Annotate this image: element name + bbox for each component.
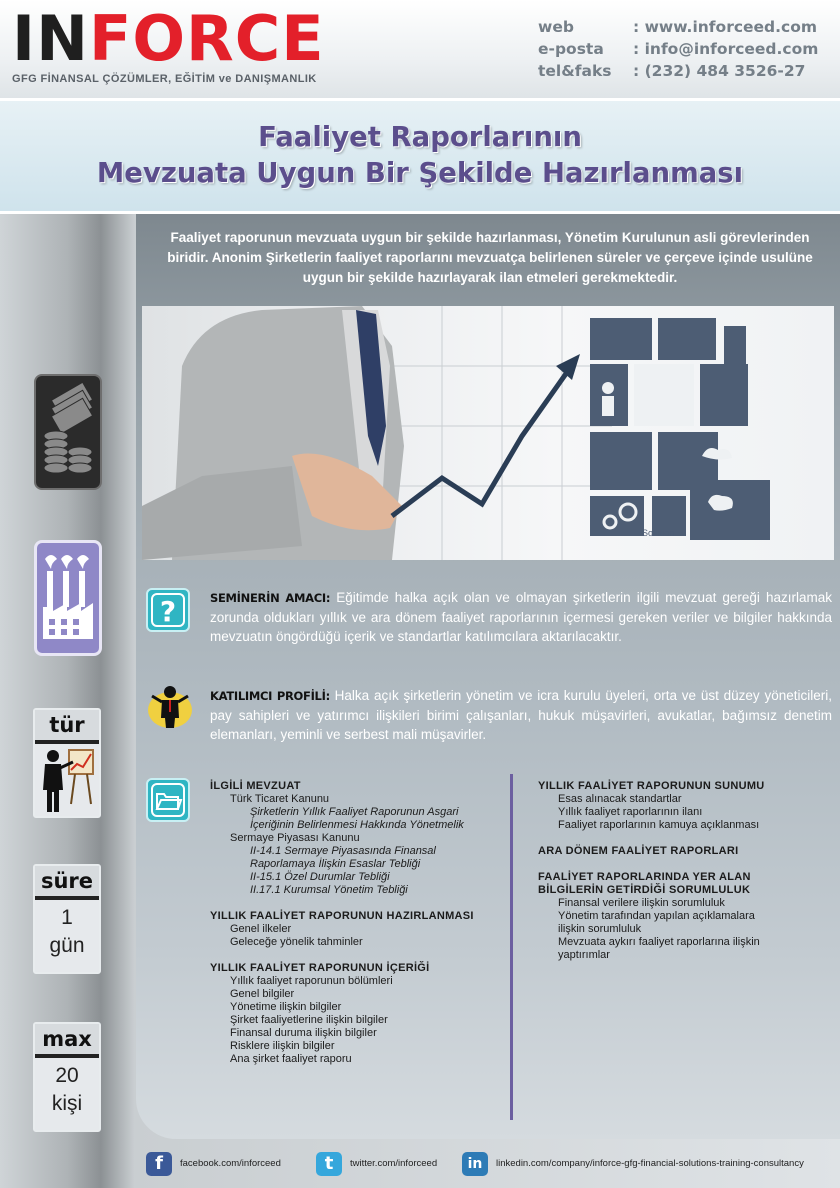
list-item: Yönetim tarafından yapılan açıklamalara [558, 910, 755, 922]
list-item: II-14.1 Sermaye Piyasasında Finansal [250, 845, 436, 857]
list-heading: YILLIK FAALİYET RAPORUNUN HAZIRLANMASI [210, 910, 474, 922]
list-item: İçeriğinin Belirlenmesi Hakkında Yönetmelik [250, 819, 464, 831]
list-item: ilişkin sorumluluk [558, 923, 642, 935]
list-item: Faaliyet raporlarının kamuya açıklanması [558, 819, 760, 831]
company-tagline: GFG FİNANSAL ÇÖZÜMLER, EĞİTİM ve DANIŞMANLIK [12, 73, 317, 85]
seminar-goal [210, 588, 832, 646]
page-title-line-1: Faaliyet Raporlarının [258, 121, 582, 153]
money-coins-icon [34, 374, 102, 490]
list-heading: İLGİLİ MEVZUAT [210, 780, 301, 792]
phone-label: tel&faks [538, 62, 612, 80]
list-item: Türk Ticaret Kanunu [230, 793, 330, 805]
solution-label: Solution [642, 528, 675, 538]
list-heading: ARA DÖNEM FAALİYET RAPORLARI [538, 845, 739, 857]
title-band [0, 101, 840, 214]
column-divider [510, 774, 513, 1120]
capacity-value: 20 kişi [51, 1064, 83, 1115]
list-item: Yönetime ilişkin bilgiler [230, 1001, 342, 1013]
email-value[interactable]: : info@inforceed.com [633, 40, 819, 58]
list-item: Finansal verilere ilişkin sorumluluk [558, 897, 725, 909]
intro-paragraph: Faaliyet raporunun mevzuata uygun bir şekilde hazırlanması, Yönetim Kurulunun asli görevlerinden biridir. Anonim Şirketlerin faaliyet raporlarını mevzuatça belirlenen süreler ve çerçeve içinde usulüne uygun bir şekilde hazırlayarak ilan etmeleri gerekmektedir. [167, 230, 813, 285]
inforce-logo: INFORCE [12, 2, 325, 75]
presenter-icon [35, 744, 99, 818]
list-item: Mevzuata aykırı faaliyet raporlarına ilişkin [558, 936, 760, 948]
factory-icon [34, 540, 102, 656]
web-value[interactable]: : www.inforceed.com [633, 18, 818, 36]
twitter-link[interactable]: twitter.com/inforceed [350, 1158, 438, 1169]
list-item: Raporlamaya İlişkin Esaslar Tebliği [250, 858, 421, 870]
seminar-goal-heading: SEMİNERİN AMACI: [210, 591, 331, 605]
list-item: Genel ilkeler [230, 923, 292, 935]
type-box [33, 708, 101, 818]
email-label: e-posta [538, 40, 604, 58]
linkedin-icon[interactable]: in [462, 1152, 488, 1176]
folder-icon [146, 778, 190, 822]
list-item: Geleceğe yönelik tahminler [230, 936, 363, 948]
list-heading: BİLGİLERİN GETİRDİĞİ SORUMLULUK [538, 884, 751, 896]
business-growth-photo [142, 306, 834, 560]
phone-value: : (232) 484 3526-27 [633, 62, 806, 80]
capacity-label: max [35, 1024, 99, 1058]
facebook-icon[interactable]: f [146, 1152, 172, 1176]
participant-profile-heading: KATILIMCI PROFİLİ: [210, 689, 330, 703]
twitter-icon[interactable]: t [316, 1152, 342, 1176]
question-icon [146, 588, 190, 632]
duration-box [33, 864, 101, 974]
list-item: yaptırımlar [558, 949, 610, 961]
list-item: Finansal duruma ilişkin bilgiler [230, 1027, 377, 1039]
participant-profile [210, 686, 832, 744]
duration-value: 1 gün [49, 906, 85, 957]
capacity-box [33, 1022, 101, 1132]
web-label: web [538, 18, 574, 36]
list-heading: FAALİYET RAPORLARINDA YER ALAN [538, 871, 751, 883]
contact-info [538, 18, 818, 84]
list-item: Risklere ilişkin bilgiler [230, 1040, 335, 1052]
seminar-goal-text: Eğitimde halka açık olan ve olmayan şirketlerin ilgili mevzuat gereği hazırlamak zorunda oldukları yıllık ve ara dönem faaliyet raporlarının içermesi gereken veriler ve bilgiler hakkında mevzuatın öngördüğü içerik ve standartlar katılımcılara aktarılacaktır. [210, 590, 832, 644]
type-label: tür [35, 710, 99, 744]
duration-label: süre [35, 866, 99, 900]
list-item: Ana şirket faaliyet raporu [230, 1053, 352, 1065]
list-item: Yıllık faaliyet raporlarının ilanı [558, 806, 703, 818]
list-item: II-15.1 Özel Durumlar Tebliği [250, 871, 390, 883]
linkedin-link[interactable]: linkedin.com/company/inforce-gfg-financial-solutions-training-consultancy [496, 1158, 804, 1169]
participant-profile-text: Halka açık şirketlerin yönetim ve icra kurulu üyeleri, orta ve üst düzey yöneticileri, pay sahipleri ve yatırımcı ilişkileri birimi çalışanları, hukuk müşavirleri, avukatlar, bağımsız denetim elemanları, yeminli ve serbest mali müşavirler. [210, 688, 832, 742]
page-title-line-2: Mevzuata Uygun Bir Şekilde Hazırlanması [96, 157, 744, 189]
businessman-icon [146, 682, 194, 730]
list-item: Şirket faaliyetlerine ilişkin bilgiler [230, 1014, 388, 1026]
list-item: Esas alınacak standartlar [558, 793, 682, 805]
list-item: II.17.1 Kurumsal Yönetim Tebliği [250, 884, 408, 896]
list-heading: YILLIK FAALİYET RAPORUNUN SUNUMU [538, 780, 765, 792]
list-item: Sermaye Piyasası Kanunu [230, 832, 360, 844]
header [0, 0, 840, 101]
svg-text:?: ? [159, 595, 177, 628]
list-item: Genel bilgiler [230, 988, 295, 1000]
list-item: Yıllık faaliyet raporunun bölümleri [230, 975, 393, 987]
list-item: Şirketlerin Yıllık Faaliyet Raporunun Asgari [250, 806, 459, 818]
program-right-column [538, 780, 828, 962]
facebook-link[interactable]: facebook.com/inforceed [180, 1158, 281, 1169]
list-heading: YILLIK FAALİYET RAPORUNUN İÇERİĞİ [210, 962, 430, 974]
program-left-column [210, 780, 510, 1066]
